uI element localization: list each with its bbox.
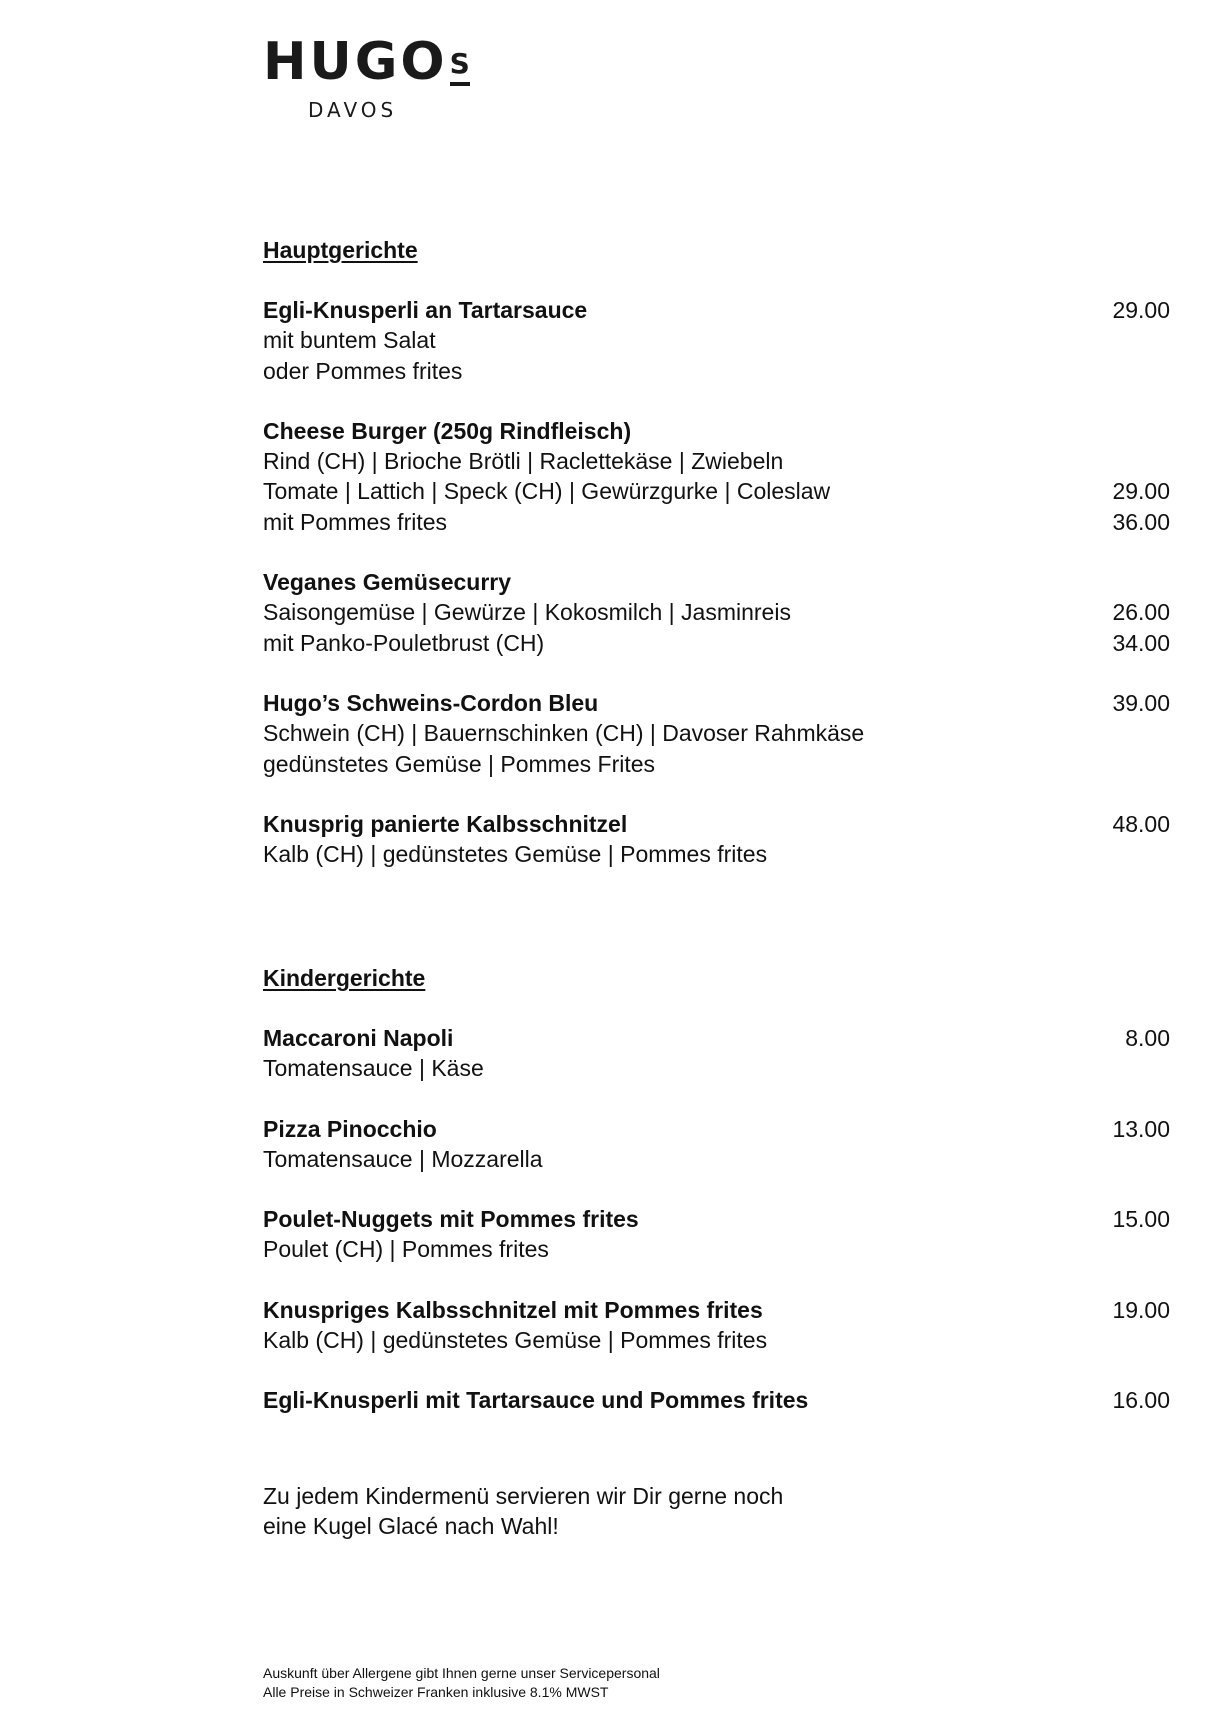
- item-name: Pizza Pinocchio: [263, 1115, 437, 1142]
- item-description: Kalb (CH) | gedünstetes Gemüse | Pommes frites: [263, 1327, 768, 1354]
- item-name: Egli-Knusperli mit Tartarsauce und Pommes frites: [263, 1387, 809, 1414]
- item-name: Cheese Burger (250g Rindfleisch): [263, 417, 632, 444]
- item-price: 36.00: [1112, 508, 1170, 535]
- menu-item: [263, 1023, 1170, 1084]
- item-price: 34.00: [1112, 629, 1170, 656]
- item-description: mit Panko-Pouletbrust (CH): [263, 629, 545, 656]
- brand-logo: [263, 32, 470, 122]
- item-price: 29.00: [1112, 297, 1170, 323]
- brand-city: DAVOS: [308, 98, 398, 122]
- item-description: Tomatensauce | Käse: [263, 1055, 484, 1082]
- section-title: Hauptgerichte: [263, 237, 418, 263]
- kids-note-line: eine Kugel Glacé nach Wahl!: [263, 1513, 559, 1540]
- item-price: 19.00: [1112, 1296, 1170, 1323]
- item-name: Knusprig panierte Kalbsschnitzel: [263, 810, 628, 837]
- item-description: Rind (CH) | Brioche Brötli | Raclettekäse | Zwiebeln: [263, 448, 784, 475]
- item-name: Knuspriges Kalbsschnitzel mit Pommes frites: [263, 1296, 763, 1323]
- item-description: Schwein (CH) | Bauernschinken (CH) | Davoser Rahmkäse: [263, 720, 865, 747]
- item-description: Poulet (CH) | Pommes frites: [263, 1236, 549, 1263]
- item-price: 48.00: [1112, 810, 1170, 837]
- price-note: Alle Preise in Schweizer Franken inklusive 8.1% MWST: [263, 1684, 609, 1700]
- brand-name: HUGO: [263, 32, 448, 92]
- item-description: mit buntem Salat: [263, 327, 436, 354]
- item-description: Kalb (CH) | gedünstetes Gemüse | Pommes frites: [263, 841, 768, 868]
- item-description: Saisongemüse | Gewürze | Kokosmilch | Jasminreis: [263, 599, 791, 626]
- item-description: oder Pommes frites: [263, 357, 463, 384]
- menu-item: [263, 1114, 1170, 1175]
- item-price: 29.00: [1112, 478, 1170, 505]
- item-price: 16.00: [1112, 1387, 1170, 1414]
- section-title: Kindergerichte: [263, 965, 426, 991]
- item-description: Tomate | Lattich | Speck (CH) | Gewürzgurke | Coleslaw: [263, 478, 831, 505]
- menu-item: [263, 688, 1170, 779]
- menu-item: [263, 567, 1170, 658]
- item-price: 15.00: [1112, 1206, 1170, 1233]
- item-description: Tomatensauce | Mozzarella: [263, 1145, 543, 1172]
- brand-wordmark: [263, 32, 470, 92]
- menu-item: [263, 1295, 1170, 1356]
- item-name: Poulet-Nuggets mit Pommes frites: [263, 1206, 639, 1233]
- item-price: 8.00: [1125, 1025, 1170, 1051]
- menu-item: [263, 1204, 1170, 1265]
- section-hauptgerichte: [263, 235, 1170, 899]
- item-description: gedünstetes Gemüse | Pommes Frites: [263, 750, 656, 777]
- menu-item: [263, 1385, 1170, 1415]
- item-price: 39.00: [1112, 689, 1170, 716]
- item-price: 13.00: [1112, 1115, 1170, 1142]
- allergen-note: Auskunft über Allergene gibt Ihnen gerne unser Servicepersonal: [263, 1665, 660, 1681]
- item-description: mit Pommes frites: [263, 508, 448, 535]
- brand-s-mark: S: [450, 50, 470, 88]
- item-name: Maccaroni Napoli: [263, 1025, 454, 1051]
- kids-note-line: Zu jedem Kindermenü servieren wir Dir gerne noch: [263, 1483, 784, 1509]
- item-name: Hugo’s Schweins-Cordon Bleu: [263, 689, 599, 716]
- item-price: 26.00: [1112, 599, 1170, 626]
- footer: [263, 1664, 660, 1702]
- kids-note: [263, 1481, 783, 1542]
- menu-item: [263, 416, 1170, 537]
- item-name: Egli-Knusperli an Tartarsauce: [263, 297, 588, 323]
- section-kindergerichte: [263, 963, 1170, 1446]
- item-name: Veganes Gemüsecurry: [263, 569, 512, 596]
- menu-item: [263, 295, 1170, 386]
- menu-item: [263, 809, 1170, 870]
